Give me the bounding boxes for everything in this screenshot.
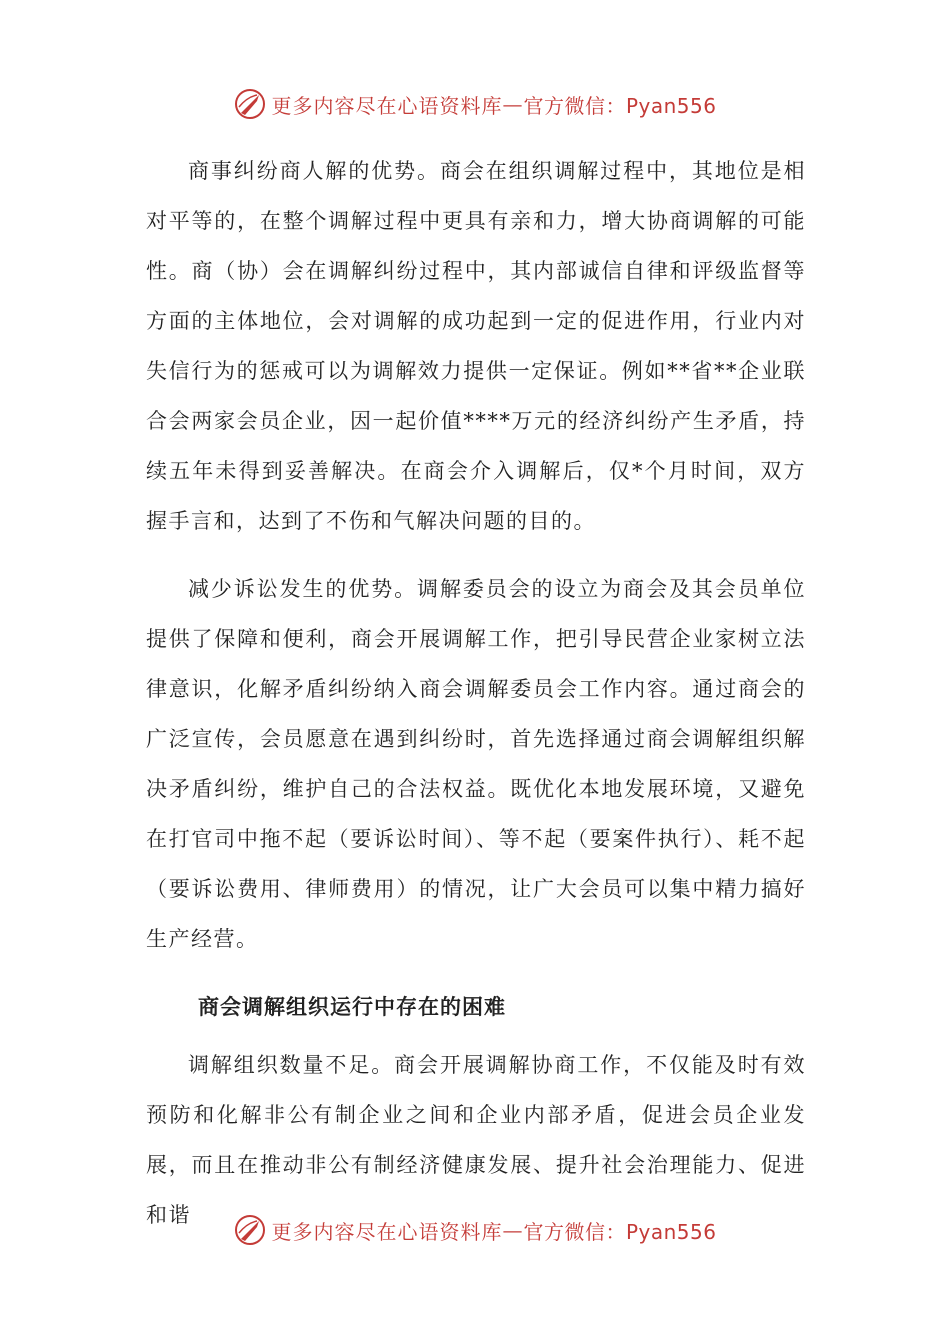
banner-brand-text: 更多内容尽在心语资料库 — [271, 1219, 503, 1244]
paragraph-reduce-litigation: 减少诉讼发生的优势。调解委员会的设立为商会及其会员单位提供了保障和便利，商会开展调解工作，把引导民营企业家树立法律意识，化解矛盾纠纷纳入商会调解委员会工作内容。通过商会的广泛宣传，会员愿意在遇到纠纷时，首先选择通过商会调解组织解决矛盾纠纷，维护自己的合法权益。既优化本地发展环境，又避免在打官司中拖不起（要诉讼时间）、等不起（要案件执行）、耗不起（要诉讼费用、律师费用）的情况，让广大会员可以集中精力搞好生产经营。 — [146, 577, 806, 951]
footer-banner — [0, 1210, 950, 1250]
paragraph-commercial-dispute: 商事纠纷商人解的优势。商会在组织调解过程中，其地位是相对平等的，在整个调解过程中更具有亲和力，增大协商调解的可能性。商（协）会在调解纠纷过程中，其内部诚信自律和评级监督等方面的主体地位，会对调解的成功起到一定的促进作用，行业内对失信行为的惩戒可以为调解效力提供一定保证。例如**省**企业联合会两家会员企业，因一起价值****万元的经济纠纷产生矛盾，持续五年未得到妥善解决。在商会介入调解后，仅*个月时间，双方握手言和，达到了不伤和气解决问题的目的。 — [146, 159, 806, 533]
section-heading: 商会调解组织运行中存在的困难 — [198, 995, 506, 1019]
banner-wechat-text: 官方微信：Pyan556 — [523, 1219, 717, 1244]
paragraph-insufficient-organizations: 调解组织数量不足。商会开展调解协商工作，不仅能及时有效预防和化解非公有制企业之间和企业内部矛盾，促进会员企业发展，而且在推动非公有制经济健康发展、提升社会治理能力、促进和谐 — [146, 1053, 806, 1227]
banner-wechat-text: 官方微信：Pyan556 — [523, 93, 717, 118]
header-banner — [0, 84, 950, 124]
banner-dash: — — [502, 92, 524, 116]
banner-dash: — — [502, 1218, 524, 1242]
banner-brand-text: 更多内容尽在心语资料库 — [271, 93, 503, 118]
pen-nib-logo-icon — [233, 87, 267, 121]
document-body — [146, 146, 806, 1258]
pen-nib-logo-icon — [233, 1213, 267, 1247]
